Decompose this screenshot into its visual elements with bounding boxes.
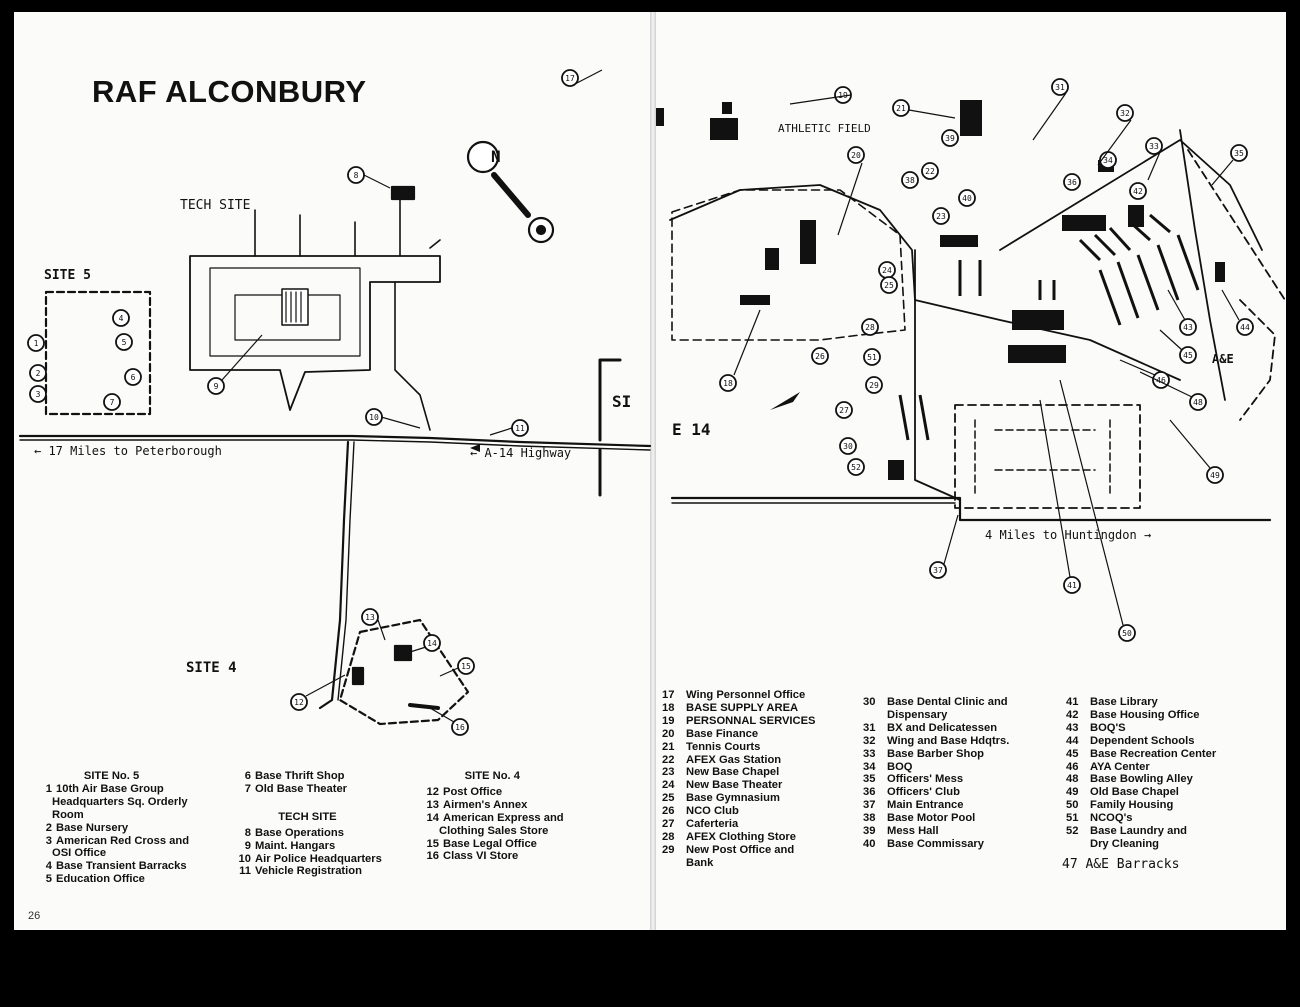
ae-barracks-note: 47 A&E Barracks (1062, 857, 1180, 872)
svg-text:30: 30 (843, 442, 853, 451)
supply-area-boundary (672, 190, 905, 340)
svg-text:51: 51 (867, 353, 877, 362)
legend-item: 38 Base Motor Pool (863, 812, 976, 825)
huntingdon-label: 4 Miles to Huntingdon → (985, 528, 1152, 542)
svg-text:50: 50 (1122, 629, 1132, 638)
svg-text:16: 16 (455, 723, 465, 732)
legend-item: 37 Main Entrance (863, 799, 964, 812)
legend-item: 19 PERSONNAL SERVICES (662, 714, 816, 727)
legend-item: 27 Caferteria (662, 818, 739, 831)
svg-text:19: 19 (838, 91, 848, 100)
svg-text:36: 36 (1067, 178, 1077, 187)
svg-text:14: 14 (427, 639, 437, 648)
tech-site-label: TECH SITE (180, 198, 251, 213)
legend-right-col2 (863, 696, 1009, 851)
svg-text:17: 17 (565, 74, 575, 83)
legend-item: 4 Base Transient Barracks (45, 860, 187, 873)
legend-item: 50 Family Housing (1066, 799, 1174, 812)
svg-text:31: 31 (1055, 83, 1065, 92)
svg-text:2: 2 (35, 369, 41, 378)
a14-right (672, 498, 1270, 520)
legend-heading: SITE No. 4 (464, 770, 520, 782)
legend-item: 39 Mess Hall (863, 825, 939, 838)
svg-text:28: 28 (865, 323, 875, 332)
svg-text:25: 25 (884, 281, 894, 290)
legend-item: 44 Dependent Schools (1066, 734, 1195, 747)
svg-text:23: 23 (936, 212, 946, 221)
athletic-field-label: ATHLETIC FIELD (778, 122, 871, 135)
legend-item: 41 Base Library (1066, 696, 1158, 708)
map-markers (28, 70, 1253, 735)
legend-item: 32 Wing and Base Hdqtrs. (863, 734, 1010, 747)
legend-item: 9 Maint. Hangars (244, 839, 336, 852)
legend-site5 (34, 770, 189, 886)
marker-numbers (34, 74, 1250, 732)
svg-text:48: 48 (1193, 398, 1203, 407)
legend-item: 2 Base Nursery (45, 821, 129, 834)
svg-text:1: 1 (33, 339, 39, 348)
legend-item: 46 AYA Center (1066, 760, 1150, 773)
svg-text:44: 44 (1240, 323, 1250, 332)
svg-text:3: 3 (35, 390, 41, 399)
legend-item: 36 Officers' Club (863, 786, 960, 799)
legend-item-cont: Dispensary (887, 708, 948, 721)
legend-item: 18 BASE SUPPLY AREA (662, 701, 799, 714)
legend-item: 1 10th Air Base Group (45, 782, 164, 795)
e14-label: E 14 (672, 420, 711, 439)
family-housing-boundary (955, 405, 1140, 508)
svg-text:20: 20 (851, 151, 861, 160)
legend-item: 25 Base Gymnasium (662, 792, 780, 805)
legend-item: 42 Base Housing Office (1066, 708, 1200, 721)
svg-text:35: 35 (1234, 149, 1244, 158)
svg-text:13: 13 (365, 613, 375, 622)
legend-item: 5 Education Office (45, 873, 145, 886)
legend-item: 29 New Post Office and (662, 843, 795, 856)
legend-item: 7 Old Base Theater (244, 782, 348, 795)
legend-item: 16 Class VI Store (426, 850, 519, 863)
legend-item: 35 Officers' Mess (863, 773, 964, 786)
svg-text:45: 45 (1183, 351, 1193, 360)
legend-item: 28 AFEX Clothing Store (662, 830, 797, 843)
svg-text:26: 26 (815, 352, 825, 361)
svg-text:22: 22 (925, 167, 935, 176)
peterborough-label: ← 17 Miles to Peterborough (34, 444, 222, 458)
site5-label: SITE 5 (44, 268, 91, 283)
legend-item: 13 Airmen's Annex (426, 798, 528, 811)
svg-text:46: 46 (1156, 376, 1166, 385)
svg-text:6: 6 (130, 373, 136, 382)
svg-text:9: 9 (213, 382, 219, 391)
svg-text:15: 15 (461, 662, 471, 671)
svg-text:39: 39 (945, 134, 955, 143)
legend-item: 24 New Base Theater (662, 779, 783, 792)
svg-text:12: 12 (294, 698, 304, 707)
legend-item: 48 Base Bowling Alley (1066, 773, 1193, 786)
site4-label: SITE 4 (186, 660, 237, 676)
legend-item: 33 Base Barber Shop (863, 747, 984, 760)
svg-text:32: 32 (1120, 109, 1130, 118)
legend-right-col1 (662, 689, 816, 870)
road-to-site4 (320, 442, 348, 708)
svg-text:4: 4 (118, 314, 124, 323)
svg-text:5: 5 (121, 338, 127, 347)
svg-text:29: 29 (869, 381, 879, 390)
legend-item: 45 Base Recreation Center (1066, 747, 1217, 760)
legend-item: 8 Base Operations (244, 826, 344, 839)
legend-site4 (421, 770, 564, 863)
legend-item: 10 Air Police Headquarters (238, 852, 382, 865)
legend-item-cont: OSI Office (52, 847, 107, 860)
ae-label: A&E (1212, 352, 1234, 366)
svg-text:7: 7 (109, 398, 115, 407)
legend-item: 17 Wing Personnel Office (662, 689, 806, 701)
legend-item-cont: Headquarters Sq. Orderly (52, 795, 188, 808)
svg-text:27: 27 (839, 406, 849, 415)
svg-text:49: 49 (1210, 471, 1220, 480)
north-label: N (491, 147, 501, 166)
legend-item-cont: Dry Cleaning (1090, 837, 1160, 850)
legend-item: 40 Base Commissary (863, 837, 985, 850)
legend-item: 51 NCOQ's (1066, 812, 1133, 825)
legend-item: 21 Tennis Courts (662, 740, 761, 753)
legend-item: 34 BOQ (863, 760, 913, 773)
north-arrow (468, 142, 553, 242)
svg-text:18: 18 (723, 379, 733, 388)
legend-heading: TECH SITE (278, 810, 337, 823)
legend-item: 31 BX and Delicatessen (863, 721, 998, 734)
legend-tech-site (233, 770, 382, 878)
svg-text:8: 8 (353, 171, 359, 180)
legend-item: 22 AFEX Gas Station (662, 753, 782, 766)
svg-text:10: 10 (369, 413, 379, 422)
legend-item: 26 NCO Club (662, 805, 739, 818)
legend-item: 23 New Base Chapel (662, 766, 780, 779)
legend-item: 11 Vehicle Registration (239, 865, 362, 878)
svg-text:43: 43 (1183, 323, 1193, 332)
si-label: SI (612, 392, 632, 411)
svg-text:38: 38 (905, 176, 915, 185)
legend-item: 20 Base Finance (662, 727, 759, 740)
legend-item: 3 American Red Cross and (45, 834, 190, 847)
svg-text:24: 24 (882, 266, 892, 275)
svg-text:42: 42 (1133, 187, 1143, 196)
svg-text:11: 11 (515, 424, 525, 433)
tech-site-apron (190, 256, 440, 410)
legend-item-cont: Clothing Sales Store (439, 824, 549, 837)
legend-item: 15 Base Legal Office (426, 837, 537, 850)
highway-label: ← A-14 Highway (470, 446, 572, 460)
legend-right-col3 (1066, 696, 1216, 851)
svg-text:40: 40 (962, 194, 972, 203)
legend-item-cont: Room (52, 808, 84, 821)
legend-item: 12 Post Office (426, 785, 503, 798)
legend-item: 14 American Express and (426, 811, 564, 824)
svg-text:21: 21 (896, 104, 906, 113)
legend-heading: SITE No. 5 (83, 770, 140, 782)
legend-item: 30 Base Dental Clinic and (863, 696, 1008, 708)
svg-text:52: 52 (851, 463, 861, 472)
svg-text:41: 41 (1067, 581, 1077, 590)
legend-item: 52 Base Laundry and (1066, 825, 1187, 838)
svg-text:33: 33 (1149, 142, 1159, 151)
svg-text:37: 37 (933, 566, 943, 575)
page-title: RAF ALCONBURY (92, 74, 367, 109)
page-number: 26 (28, 910, 41, 922)
site5-boundary (46, 292, 150, 414)
legend-item: 43 BOQ'S (1066, 721, 1126, 734)
legend-item: 49 Old Base Chapel (1066, 786, 1179, 799)
svg-text:34: 34 (1103, 156, 1113, 165)
legend-item-cont: Bank (686, 856, 714, 869)
base-operations-bldg (392, 187, 414, 199)
legend-item: 6 Base Thrift Shop (244, 770, 345, 782)
